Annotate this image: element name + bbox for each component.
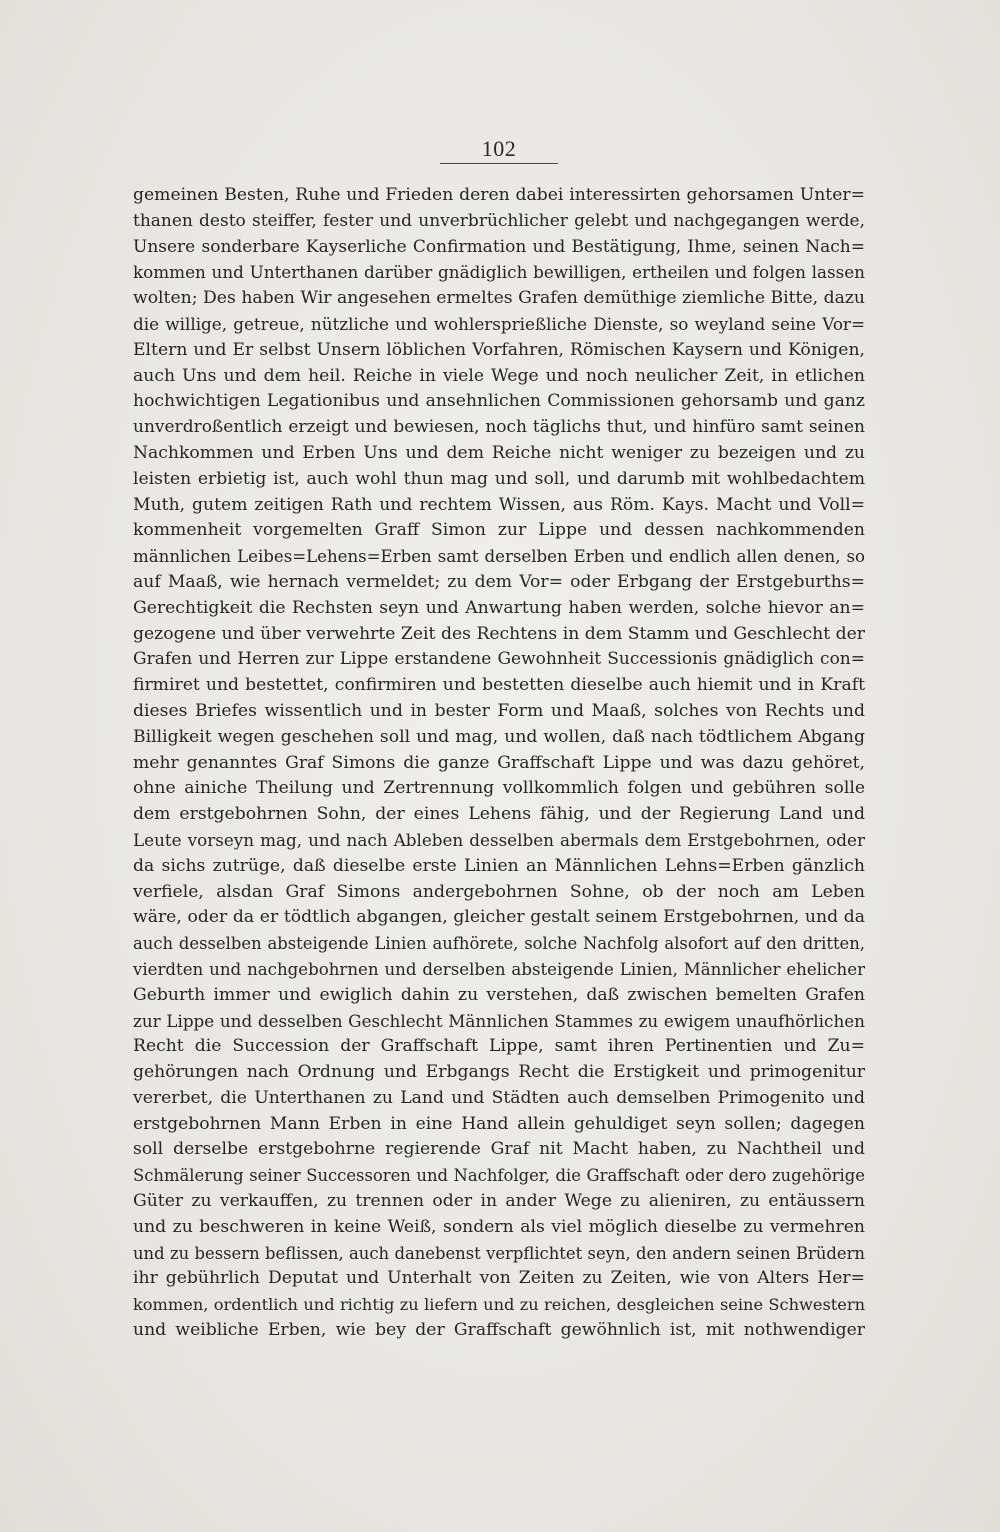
- text-line: Unsere sonderbare Kayserliche Confirmation und Bestätigung, Ihme, seinen Nach=: [133, 236, 865, 257]
- text-line: gezogene und über verwehrte Zeit des Rechtens in dem Stamm und Geschlecht der: [133, 623, 865, 644]
- text-line: Güter zu verkauffen, zu trennen oder in ander Wege zu alieniren, zu entäussern: [133, 1191, 865, 1212]
- text-line: hochwichtigen Legationibus und ansehnlichen Commissionen gehorsamb und ganz: [133, 391, 865, 412]
- text-line: ohne ainiche Theilung und Zertrennung vollkommlich folgen und gebühren solle: [133, 778, 865, 799]
- text-line: Nachkommen und Erben Uns und dem Reiche nicht weniger zu bezeigen und zu: [133, 442, 865, 463]
- text-line: da sichs zutrüge, daß dieselbe erste Linien an Männlichen Lehns=Erben gänzlich: [133, 855, 865, 876]
- text-line: auch Uns und dem heil. Reiche in viele Wege und noch neulicher Zeit, in etlichen: [133, 365, 865, 386]
- text-line: verfiele, alsdan Graf Simons andergebohrnen Sohne, ob der noch am Leben: [133, 881, 865, 902]
- body-text: [133, 183, 865, 1344]
- text-line: und zu bessern beflissen, auch danebenst verpflichtet seyn, den andern seinen Brüdern: [133, 1243, 865, 1263]
- text-line: die willige, getreue, nützliche und wohlersprießliche Dienste, so weyland seine Vor=: [133, 313, 865, 334]
- text-line: auch desselben absteigende Linien aufhörete, solche Nachfolg alsofort auf den dritten,: [133, 934, 865, 954]
- text-line: kommen und Unterthanen darüber gnädiglich bewilligen, ertheilen und folgen lassen: [133, 262, 865, 283]
- text-line: und weibliche Erben, wie bey der Graffschaft gewöhnlich ist, mit nothwendiger: [133, 1320, 865, 1341]
- text-line: männlichen Leibes=Lehens=Erben samt derselben Erben und endlich allen denen, so: [133, 547, 865, 567]
- text-line: zur Lippe und desselben Geschlecht Männlichen Stammes zu ewigem unaufhörlichen: [133, 1010, 865, 1031]
- text-line: wolten; Des haben Wir angesehen ermeltes Grafen demüthige ziemliche Bitte, dazu: [133, 288, 865, 309]
- text-line: auf Maaß, wie hernach vermeldet; zu dem Vor= oder Erbgang der Erstgeburths=: [133, 571, 865, 592]
- text-line: wäre, oder da er tödtlich abgangen, gleicher gestalt seinem Erstgebohrnen, und da: [133, 907, 865, 928]
- text-line: Gerechtigkeit die Rechsten seyn und Anwartung haben werden, solche hievor an=: [133, 597, 865, 618]
- text-line: erstgebohrnen Mann Erben in eine Hand allein gehuldiget seyn sollen; dagegen: [133, 1113, 865, 1134]
- text-line: soll derselbe erstgebohrne regierende Graf nit Macht haben, zu Nachtheil und: [133, 1139, 865, 1160]
- text-line: ihr gebührlich Deputat und Unterhalt von Zeiten zu Zeiten, wie von Alters Her=: [133, 1268, 865, 1289]
- text-line: kommen, ordentlich und richtig zu liefern und zu reichen, desgleichen seine Schwestern: [133, 1295, 865, 1315]
- text-line: Schmälerung seiner Successoren und Nachfolger, die Graffschaft oder dero zugehörige: [133, 1166, 865, 1186]
- text-line: und zu beschweren in keine Weiß, sondern als viel möglich dieselbe zu vermehren: [133, 1216, 865, 1237]
- text-line: Eltern und Er selbst Unsern löblichen Vorfahren, Römischen Kaysern und Königen,: [133, 339, 865, 360]
- text-line: kommenheit vorgemelten Graff Simon zur Lippe und dessen nachkommenden: [133, 520, 865, 541]
- page-number: 102: [481, 136, 517, 161]
- text-line: Recht die Succession der Graffschaft Lippe, samt ihren Pertinentien und Zu=: [133, 1036, 865, 1057]
- text-line: Billigkeit wegen geschehen soll und mag, und wollen, daß nach tödtlichem Abgang: [133, 726, 865, 747]
- text-line: gehörungen nach Ordnung und Erbgangs Recht die Erstigkeit und primogenitur: [133, 1062, 865, 1083]
- page-number-rule: [440, 163, 558, 164]
- text-line: Grafen und Herren zur Lippe erstandene Gewohnheit Successionis gnädiglich con=: [133, 649, 865, 670]
- text-line: dieses Briefes wissentlich und in bester Form und Maaß, solches von Rechts und: [133, 700, 865, 721]
- text-line: unverdroßentlich erzeigt und bewiesen, noch täglichs thut, und hinfüro samt seinen: [133, 417, 865, 438]
- text-line: Muth, gutem zeitigen Rath und rechtem Wissen, aus Röm. Kays. Macht und Voll=: [133, 494, 865, 515]
- text-line: mehr genanntes Graf Simons die ganze Graffschaft Lippe und was dazu gehöret,: [133, 752, 865, 773]
- text-line: dem erstgebohrnen Sohn, der eines Lehens fähig, und der Regierung Land und: [133, 804, 865, 825]
- text-line: Geburth immer und ewiglich dahin zu verstehen, daß zwischen bemelten Grafen: [133, 984, 865, 1005]
- text-line: firmiret und bestettet, confirmiren und bestetten dieselbe auch hiemit und in Kraft: [133, 675, 865, 696]
- text-line: Leute vorseyn mag, und nach Ableben desselben abermals dem Erstgebohrnen, oder: [133, 829, 865, 850]
- text-line: thanen desto steiffer, fester und unverbrüchlicher gelebt und nachgegangen werde,: [133, 210, 865, 231]
- text-line: vierdten und nachgebohrnen und derselben absteigende Linien, Männlicher ehelicher: [133, 959, 865, 979]
- text-line: vererbet, die Unterthanen zu Land und Städten auch demselben Primogenito und: [133, 1087, 865, 1108]
- text-line: gemeinen Besten, Ruhe und Frieden deren dabei interessirten gehorsamen Unter=: [133, 185, 865, 205]
- text-line: leisten erbietig ist, auch wohl thun mag und soll, und darumb mit wohlbedachtem: [133, 468, 865, 489]
